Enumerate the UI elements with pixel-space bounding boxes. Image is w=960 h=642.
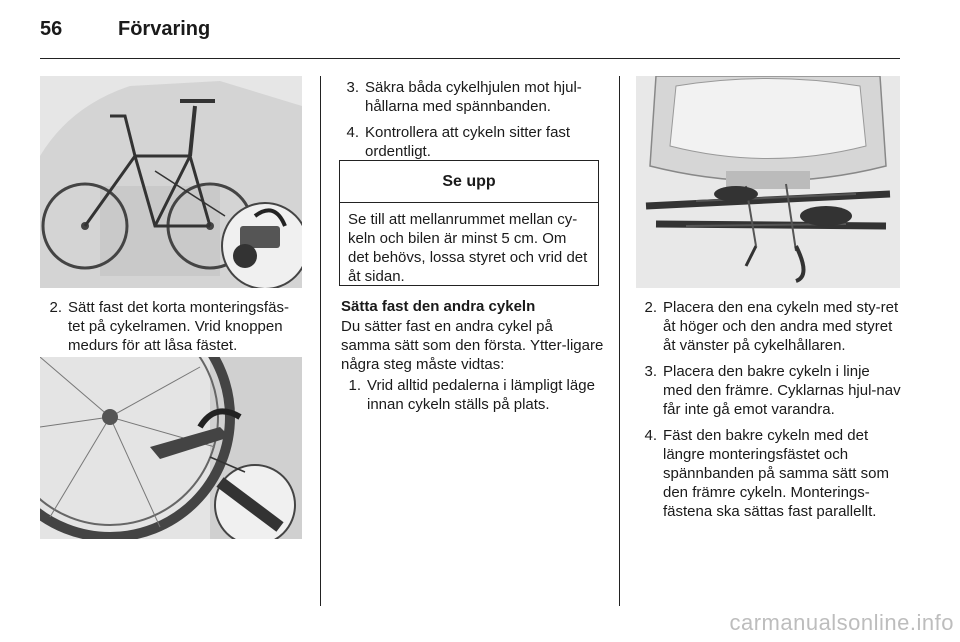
list-item xyxy=(339,123,605,161)
step-text: Fäst den bakre cykeln med det längre monteringsfästet och spännbanden på samma sätt som den främre cykeln. Monterings-fästena ska sättas fast parallellt. xyxy=(663,427,889,520)
col2-steps xyxy=(339,78,605,168)
caution-box xyxy=(339,160,599,286)
car-rear-figure xyxy=(636,76,900,288)
step-text: Kontrollera att cykeln sitter fast ordentligt. xyxy=(365,124,571,160)
bike-rack-figure xyxy=(40,76,302,288)
section-heading: Sätta fast den andra cykeln xyxy=(341,298,536,315)
car-rear-illustration xyxy=(636,76,900,288)
list-item xyxy=(341,376,607,414)
page-header xyxy=(40,18,210,48)
list-item xyxy=(339,78,605,116)
page-number: 56 xyxy=(40,18,63,40)
header-rule xyxy=(40,58,900,59)
list-item xyxy=(42,298,304,355)
step-number: 2. xyxy=(644,299,657,316)
step-text: Säkra båda cykelhjulen mot hjul-hållarna med spännbanden. xyxy=(365,79,582,115)
list-item xyxy=(637,362,903,419)
caution-body: Se till att mellanrummet mellan cy-keln och bilen är minst 5 cm. Om det behövs, lossa styret och vrid det åt sidan. xyxy=(348,211,588,285)
list-item xyxy=(637,426,903,521)
column-divider-1 xyxy=(320,76,321,606)
bike-rack-illustration xyxy=(40,76,302,288)
step-number: 2. xyxy=(49,299,62,316)
step-number: 4. xyxy=(644,427,657,444)
wheel-strap-illustration xyxy=(40,357,302,539)
wheel-strap-figure xyxy=(40,357,302,539)
watermark: carmanualsonline.info xyxy=(729,610,954,635)
step-text: Vrid alltid pedalerna i lämpligt läge innan cykeln ställs på plats. xyxy=(367,377,595,413)
col2-steps-2 xyxy=(341,376,607,421)
step-text: Sätt fast det korta monteringsfäs-tet på cykelramen. Vrid knoppen medurs för att låsa fästet. xyxy=(68,299,289,354)
intro-paragraph: Du sätter fast en andra cykel på samma sätt som den första. Ytter-ligare några steg måste vidtas: xyxy=(341,318,604,373)
caution-title: Se upp xyxy=(340,161,598,203)
step-text: Placera den bakre cykeln i linje med den främre. Cyklarnas hjul-nav får inte gå emot varandra. xyxy=(663,363,901,418)
step-number: 3. xyxy=(644,363,657,380)
step-number: 1. xyxy=(348,377,361,394)
step-number: 3. xyxy=(346,79,359,96)
col1-steps xyxy=(42,298,304,362)
col3-steps xyxy=(637,298,903,528)
page-title: Förvaring xyxy=(118,18,211,40)
step-number: 4. xyxy=(346,124,359,141)
column-divider-2 xyxy=(619,76,620,606)
list-item xyxy=(637,298,903,355)
step-text: Placera den ena cykeln med sty-ret åt höger och den andra med styret åt vänster på cykelhållaren. xyxy=(663,299,899,354)
